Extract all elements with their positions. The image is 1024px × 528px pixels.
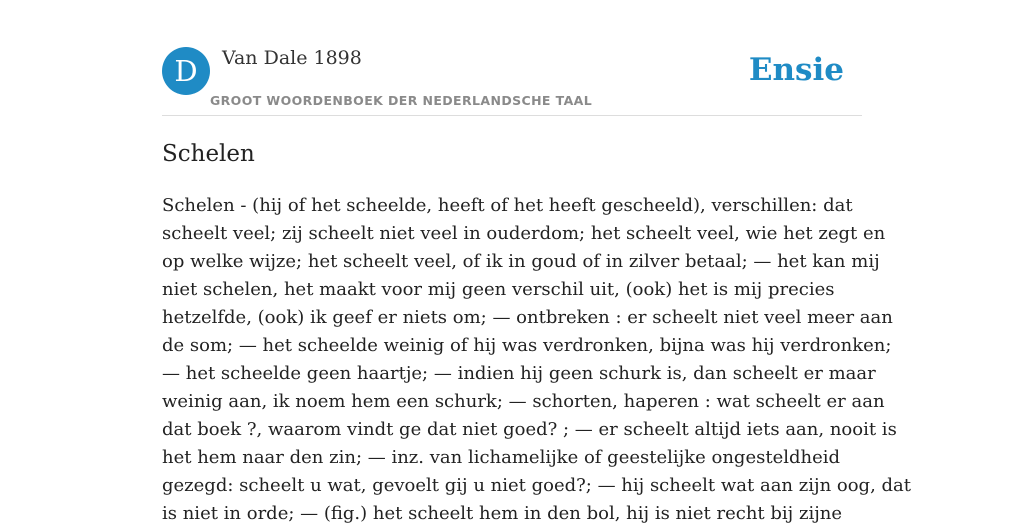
dictionary-logo[interactable]: D [162,47,210,95]
definition-line: dat boek ?, waarom vindt ge dat niet goed? ; — er scheelt altijd iets aan, nooit is [162,419,897,440]
definition-line: hetzelfde, (ook) ik geef er niets om; — ontbreken : er scheelt niet veel meer aan [162,307,893,328]
dictionary-name[interactable]: Van Dale 1898 [222,47,362,69]
entry-definition [162,192,912,528]
header-divider [162,115,862,116]
definition-line: — het scheelde geen haartje; — indien hij geen schurk is, dan scheelt er maar [162,363,876,384]
definition-line: niet schelen, het maakt voor mij geen verschil uit, (ook) het is mij precies [162,279,835,300]
definition-line: gezegd: scheelt u wat, gevoelt gij u niet goed?; — hij scheelt wat aan zijn oog, dat [162,475,912,496]
entry-title: Schelen [162,141,255,167]
definition-line: op welke wijze; het scheelt veel, of ik in goud of in zilver betaal; — het kan mij [162,251,880,272]
definition-line: weinig aan, ik noem hem een schurk; — schorten, haperen : wat scheelt er aan [162,391,885,412]
definition-line: Schelen - (hij of het scheelde, heeft of het heeft gescheeld), verschillen: dat [162,195,853,216]
definition-line: het hem naar den zin; — inz. van lichamelijke of geestelijke ongesteldheid [162,447,841,468]
definition-line: scheelt veel; zij scheelt niet veel in ouderdom; het scheelt veel, wie het zegt en [162,223,886,244]
definition-line: is niet in orde; — (fig.) het scheelt hem in den bol, hij is niet recht bij zijne [162,503,843,524]
dictionary-subtitle: GROOT WOORDENBOEK DER NEDERLANDSCHE TAAL [210,93,593,108]
definition-line: de som; — het scheelde weinig of hij was verdronken, bijna was hij verdronken; [162,335,892,356]
ensie-brand-link[interactable]: Ensie [748,52,844,88]
